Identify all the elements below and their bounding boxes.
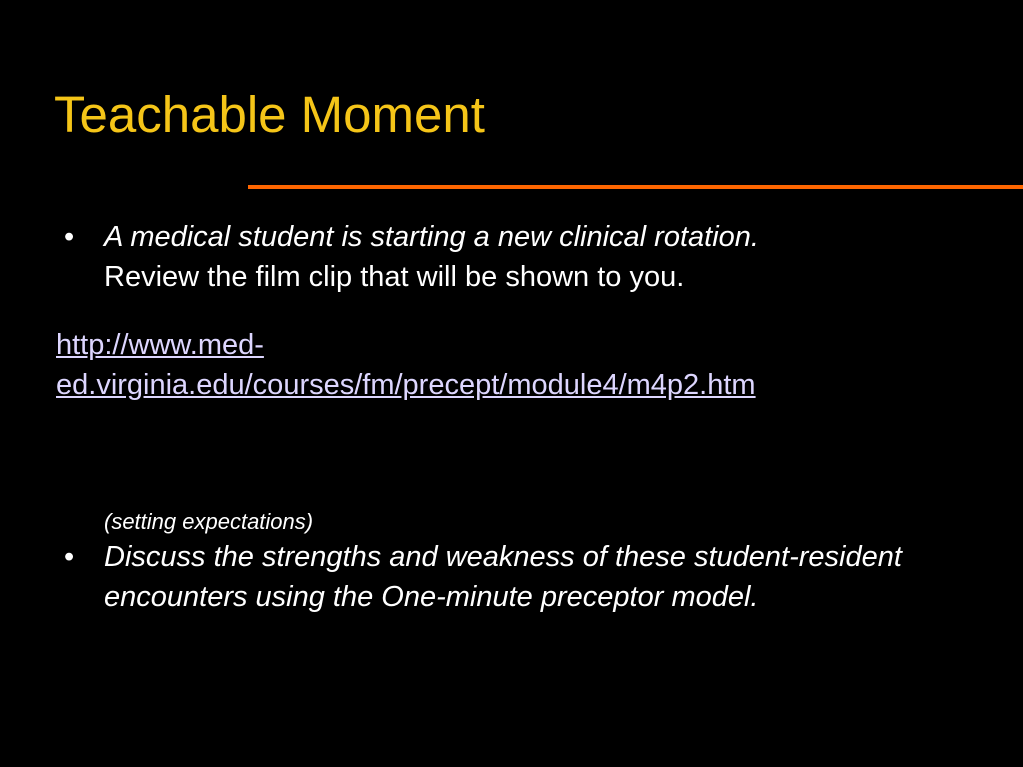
bullet-item <box>64 217 964 297</box>
bullet-plain-text: Review the film clip that will be shown to you. <box>104 261 685 293</box>
bullet-marker: • <box>64 221 75 253</box>
bullet-item <box>64 537 964 617</box>
link-line-1[interactable]: http://www.med- <box>56 329 264 361</box>
bullet-italic-text: A medical student is starting a new clinical rotation. <box>104 221 759 253</box>
setting-expectations-note: (setting expectations) <box>104 509 314 534</box>
bullet-marker: • <box>64 541 75 573</box>
bullet-text <box>104 217 964 297</box>
link-line-2[interactable]: ed.virginia.edu/courses/fm/precept/module4/m4p2.htm <box>56 369 756 401</box>
film-clip-link[interactable] <box>56 325 956 405</box>
bullet-italic-text: Discuss the strengths and weakness of these student-resident encounters using the One-minute preceptor model. <box>104 541 902 613</box>
slide-title: Teachable Moment <box>54 86 485 143</box>
title-divider <box>248 185 1023 189</box>
